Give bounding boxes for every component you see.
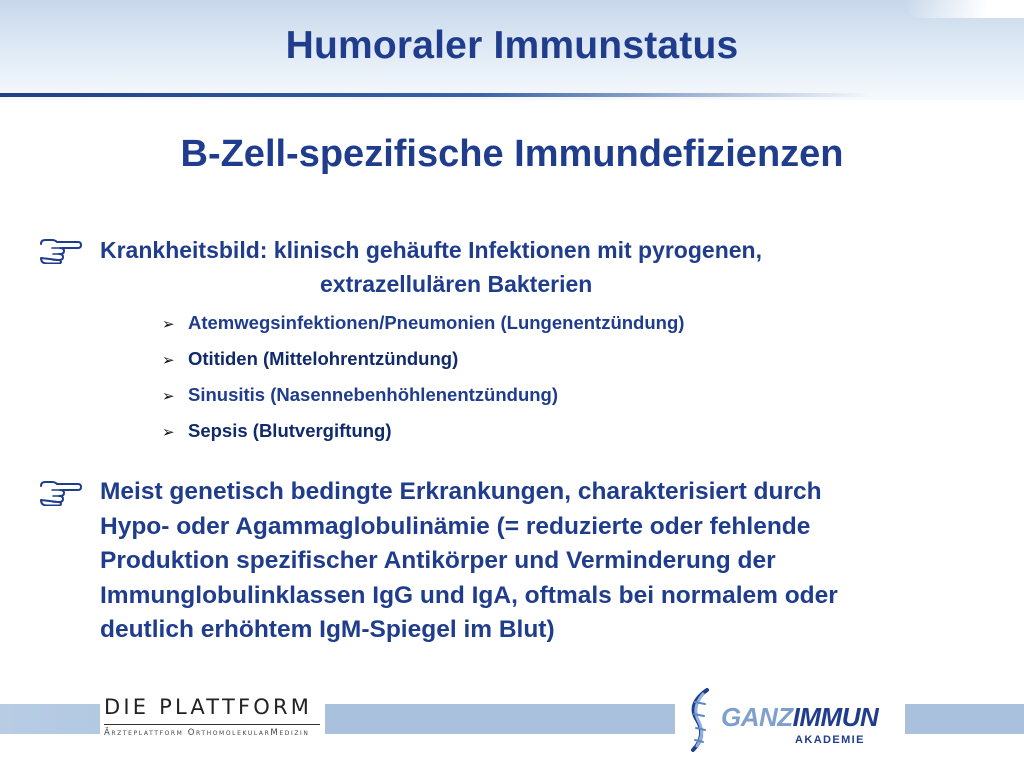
die-plattform-logo [100,693,325,755]
ganzimmun-logo [675,680,905,760]
bullet-2-line: deutlich erhöhtem IgM-Spiegel im Blut) [100,616,555,643]
bullet-2-line: Hypo- oder Agammaglobulinämie (= reduzierte oder fehlende [100,512,811,540]
header-band [0,0,1024,100]
list-item-text: Sepsis (Blutvergiftung) [188,420,392,441]
symptom-list [162,308,684,452]
list-item [162,380,684,416]
list-item [162,416,684,452]
header-divider [0,93,870,97]
pointing-hand-icon [38,478,82,506]
header-gloss [904,0,1024,18]
bullet-1-line-1: Krankheitsbild: klinisch gehäufte Infektionen mit pyrogenen, [100,237,762,263]
logo-tagline: AKADEMIE [795,734,865,746]
bullet-2-line: Immunglobulinklassen IgG und IgA, oftmals bei normalem oder [100,581,838,609]
arrowhead-icon: ➢ [162,351,175,369]
bullet-2-line: Meist genetisch bedingte Erkrankungen, charakterisiert durch [100,478,822,505]
logo-tagline: Ärzteplattform OrthomolekularMedizin [104,728,310,738]
list-item-text: Atemwegsinfektionen/Pneumonien (Lungenentzündung) [188,312,685,333]
footer-band-middle [325,704,675,734]
slide-subtitle: B-Zell-spezifische Immundefizienzen [180,133,844,175]
arrowhead-icon: ➢ [162,423,175,441]
list-item [162,344,684,380]
logo-wordmark-part-1: GANZ [721,702,793,732]
logo-wordmark [721,702,878,733]
list-item-text: Otitiden (Mittelohrentzündung) [188,348,459,369]
bullet-1-line-2: extrazellulären Bakterien [320,271,593,297]
logo-underline [104,724,320,725]
bullet-2-paragraph [100,475,980,648]
arrowhead-icon: ➢ [162,387,175,405]
logo-wordmark: DIE PLATTFORM [104,695,313,719]
list-item-text: Sinusitis (Nasennebenhöhlenentzündung) [188,384,558,405]
list-item [162,308,684,344]
bullet-2-line: Produktion spezifischer Antikörper und Verminderung der [100,547,776,574]
logo-wordmark-part-2: IMMUN [792,702,879,732]
pointing-hand-icon [38,236,82,264]
arrowhead-icon: ➢ [162,315,175,333]
footer-band-right [905,704,1024,734]
slide-title: Humoraler Immunstatus [285,24,739,67]
dna-helix-logo-icon [683,686,717,754]
